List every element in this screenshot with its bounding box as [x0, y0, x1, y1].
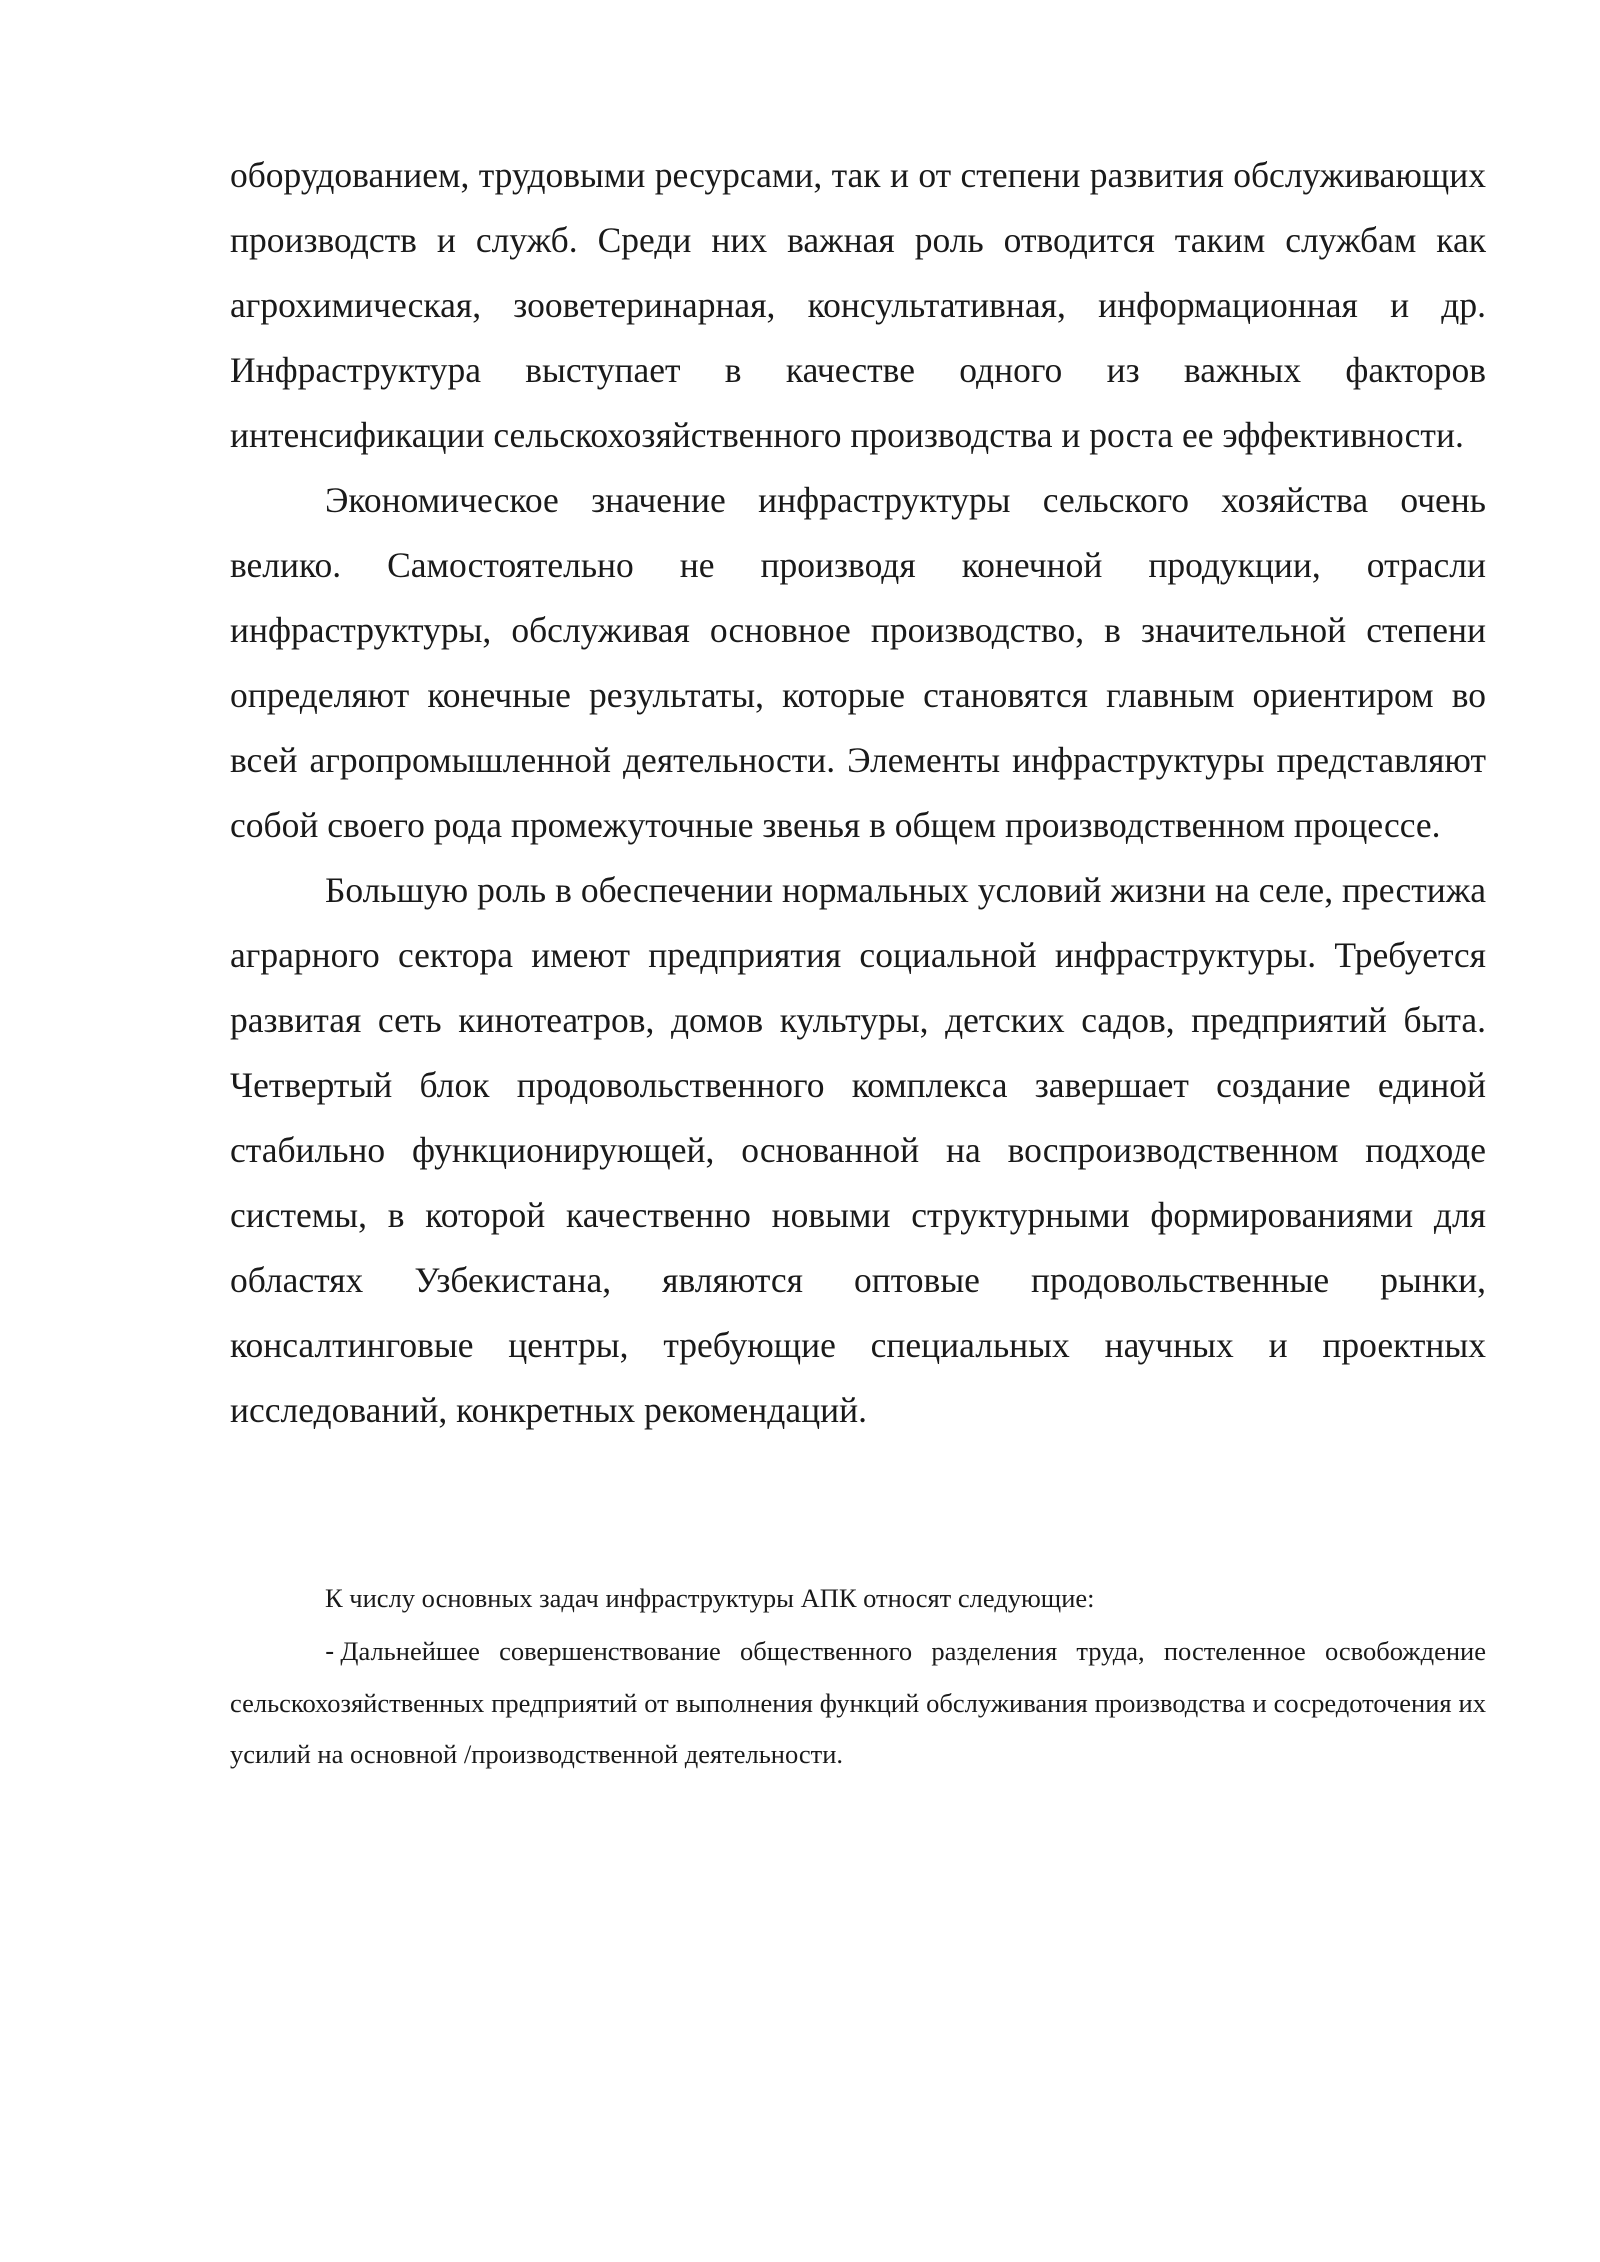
paragraph-economic-significance: Экономическое значение инфраструктуры сельского хозяйства очень велико. Самостоятельно не производя конечной продукции, отрасли инфраструктуры, обслуживая основное производство, в значительной степени определяют конечные результаты, которые становятся главным ориентиром во всей агропромышленной деятельности. Элементы инфраструктуры представляют собой своего рода промежуточные звенья в общем производственном процессе. [230, 480, 1486, 845]
document-body [230, 143, 1486, 1443]
tasks-intro: К числу основных задач инфраструктуры АПК относят следующие: [325, 1583, 1095, 1613]
list-dash: - [325, 1637, 335, 1667]
paragraph-continuation: оборудованием, трудовыми ресурсами, так и от степени развития обслуживающих производств и служб. Среди них важная роль отводится таким службам как агрохимическая, зооветеринарная, консультативная, информационная и др. Инфраструктура выступает в качестве одного из важных факторов интенсификации сельскохозяйственного производства и роста ее эффективности. [230, 155, 1486, 455]
task-item-text: Дальнейшее совершенствование общественного разделения труда, постеленное освобождение сельскохозяйственных предприятий от выполнения функций обслуживания производства и сосредоточения их усилий на основной /производственной деятельности. [230, 1636, 1486, 1769]
tasks-section [230, 1573, 1486, 1780]
task-list-item [230, 1626, 1486, 1780]
paragraph-social-infrastructure: Большую роль в обеспечении нормальных условий жизни на селе, престижа аграрного сектора имеют предприятия социальной инфраструктуры. Требуется развитая сеть кинотеатров, домов культуры, детских садов, предприятий быта. Четвертый блок продовольственного комплекса завершает создание единой стабильно функционирующей, основанной на воспроизводственном подходе системы, в которой качественно новыми структурными формированиями для областях Узбекистана, являются оптовые продовольственные рынки, консалтинговые центры, требующие специальных научных и проектных исследований, конкретных рекомендаций. [230, 870, 1486, 1430]
